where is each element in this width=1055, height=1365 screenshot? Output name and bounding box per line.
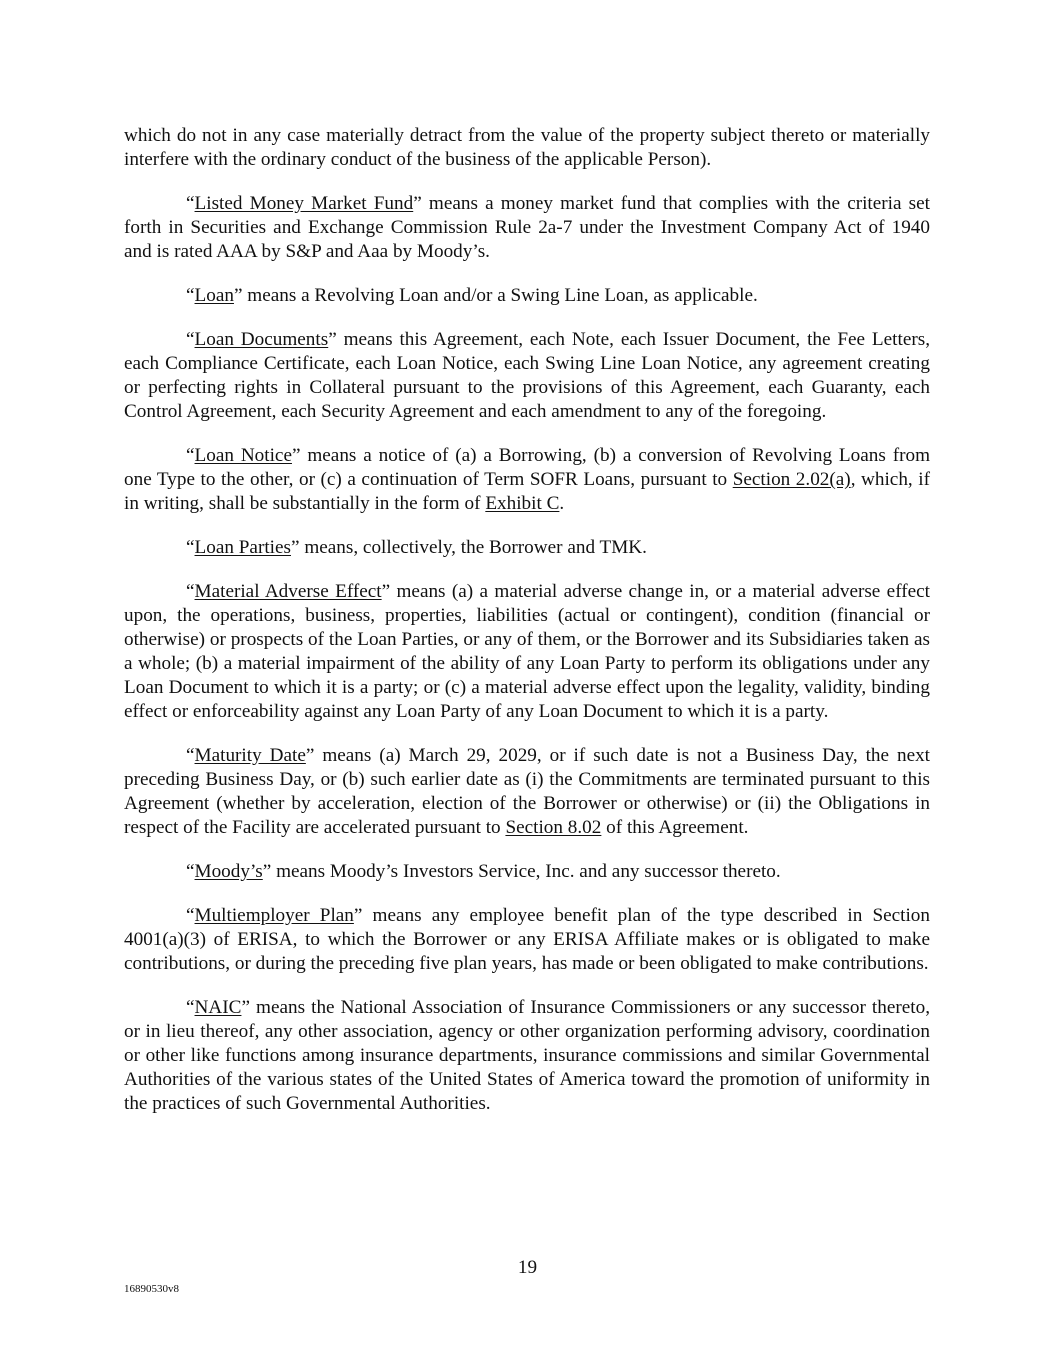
close-quote: ” (328, 329, 337, 350)
defined-term: Listed Money Market Fund (194, 193, 414, 214)
close-quote: ” (290, 537, 300, 558)
document-id: 16890530v8 (124, 1283, 179, 1295)
definition-text: means, collectively, the Borrower and TMK. (299, 537, 647, 558)
close-quote: ” (353, 905, 363, 926)
definition-moodys (124, 860, 930, 884)
close-quote: ” (262, 861, 272, 882)
definition-text: means a Revolving Loan and/or a Swing Line Loan, as applicable. (242, 285, 758, 306)
definition-text: means a money market fund that complies with the criteria set forth in Securities and Exchange Commission Rule 2a-7 under the Investment Company Act of 1940 and is rated AAA by S&P and Aaa by Moody’s. (124, 193, 930, 262)
defined-term: Multiemployer Plan (194, 905, 354, 926)
open-quote: “ (186, 997, 195, 1018)
section-reference: Section 2.02(a) (732, 469, 851, 490)
close-quote: ” (413, 193, 422, 214)
definition-text: means (a) March 29, 2029, or if such date is not a Business Day, the next preceding Business Day, or (b) such earlier date as (i) the Commitments are terminated pursuant to this Agreement (whether by acceleration, election of the Borrower or otherwise) or (ii) the Obligations in respect of the Facility are accelerated pursuant to (124, 745, 931, 838)
defined-term: Maturity Date (194, 745, 306, 766)
defined-term: Loan (194, 285, 234, 306)
definition-loan-parties (124, 536, 930, 560)
exhibit-reference: Exhibit C (485, 493, 560, 514)
definition-text: means (a) a material adverse change in, or a material adverse effect upon, the operations, business, properties, liabilities (actual or contingent), condition (financial or otherwise) or prospects of the Loan Parties, or any of them, or the Borrower and its Subsidiaries taken as a whole; (b) a material impairment of the ability of any Loan Party to perform its obligations under any Loan Document to which it is a party; or (c) a material adverse effect upon the legality, validity, binding effect or enforceability against any Loan Party of any Loan Document to which it is a party. (124, 581, 930, 722)
definition-listed-money-market-fund (124, 192, 930, 264)
page-number: 19 (517, 1257, 538, 1278)
open-quote: “ (186, 905, 195, 926)
close-quote: ” (241, 997, 250, 1018)
definition-multiemployer-plan (124, 904, 930, 976)
definition-text: , which, if in writing, shall be substantially in the form of (124, 469, 930, 514)
open-quote: “ (186, 329, 195, 350)
close-quote: ” (291, 445, 301, 466)
defined-term: Moody’s (194, 861, 263, 882)
open-quote: “ (186, 745, 195, 766)
open-quote: “ (186, 581, 195, 602)
close-quote: ” (381, 581, 391, 602)
open-quote: “ (186, 861, 195, 882)
definition-text: of this Agreement. (601, 817, 749, 838)
definition-loan-notice (124, 444, 930, 516)
definition-loan-documents (124, 328, 930, 424)
open-quote: “ (186, 445, 195, 466)
definition-naic (124, 996, 930, 1116)
close-quote: ” (233, 285, 243, 306)
open-quote: “ (186, 537, 195, 558)
paragraph-text: which do not in any case materially detract from the value of the property subject thereto or materially interfere with the ordinary conduct of the business of the applicable Person). (124, 125, 930, 170)
paragraph-continuation (124, 124, 930, 172)
open-quote: “ (186, 193, 195, 214)
defined-term: Loan Parties (194, 537, 291, 558)
definition-material-adverse-effect (124, 580, 930, 724)
definition-maturity-date (124, 744, 930, 840)
definition-text: means any employee benefit plan of the type described in Section 4001(a)(3) of ERISA, to which the Borrower or any ERISA Affiliate makes or is obligated to make contributions, or during the preceding five plan years, has made or been obligated to make contributions. (124, 905, 930, 974)
definition-text: means Moody’s Investors Service, Inc. and any successor thereto. (271, 861, 781, 882)
definition-text: means the National Association of Insurance Commissioners or any successor thereto, or in lieu thereof, any other association, agency or other organization performing advisory, coordination or other like functions among insurance departments, insurance commissions and similar Governmental Authorities of the various states of the United States of America toward the promotion of uniformity in the practices of such Governmental Authorities. (124, 997, 930, 1114)
defined-term: NAIC (194, 997, 242, 1018)
definition-text: . (559, 493, 565, 514)
defined-term: Material Adverse Effect (194, 581, 382, 602)
definition-text: means this Agreement, each Note, each Issuer Document, the Fee Letters, each Compliance Certificate, each Loan Notice, each Swing Line Loan Notice, any agreement creating or perfecting rights in Collateral pursuant to the provisions of this Agreement, each Guaranty, each Control Agreement, each Security Agreement and each amendment to any of the foregoing. (124, 329, 930, 422)
close-quote: ” (305, 745, 315, 766)
defined-term: Loan Documents (194, 329, 329, 350)
open-quote: “ (186, 285, 195, 306)
defined-term: Loan Notice (194, 445, 292, 466)
definition-loan (124, 284, 930, 308)
definition-text: means a notice of (a) a Borrowing, (b) a conversion of Revolving Loans from one Type to the other, or (c) a continuation of Term SOFR Loans, pursuant to (124, 445, 930, 490)
document-body (124, 124, 930, 1136)
section-reference: Section 8.02 (505, 817, 602, 838)
